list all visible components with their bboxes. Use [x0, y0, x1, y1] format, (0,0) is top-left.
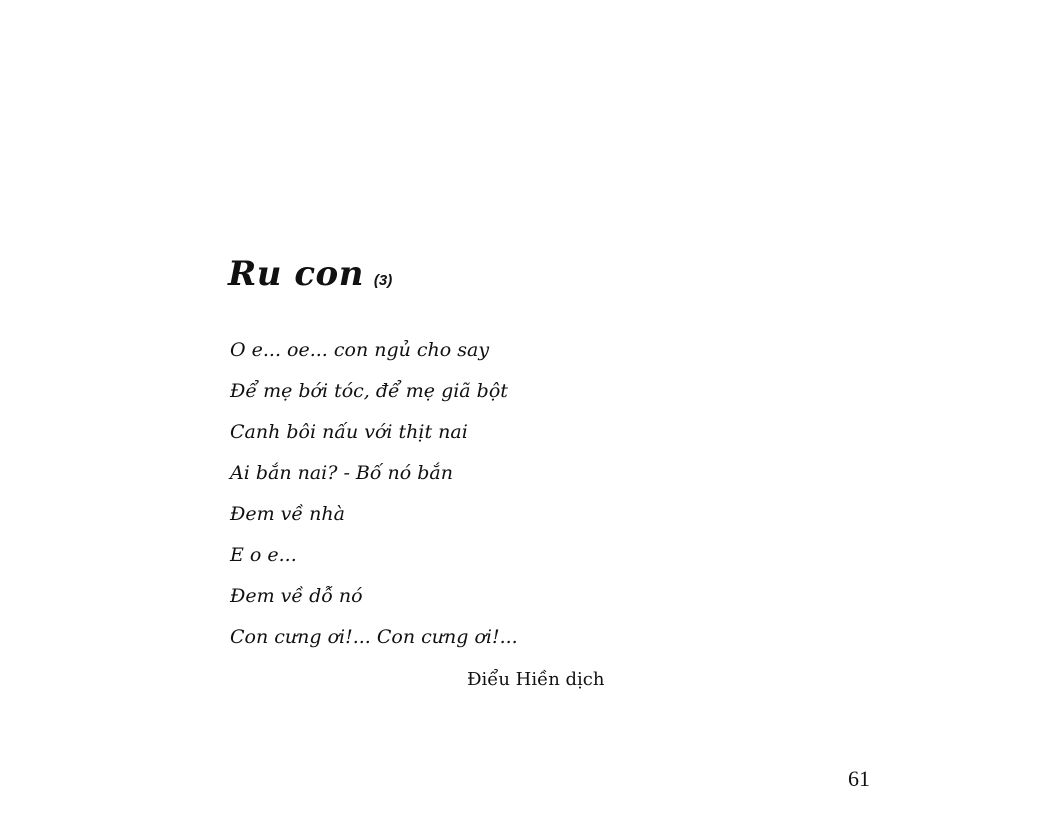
- page-number: 61: [848, 766, 870, 791]
- poem-title-block: [228, 254, 392, 294]
- poem-line: Ai bắn nai? - Bố nó bắn: [230, 462, 453, 484]
- poem-line: Con cưng ơi!... Con cưng ơi!...: [230, 626, 518, 648]
- poem-line: Đem về nhà: [230, 503, 345, 525]
- translator-credit: Điểu Hiền dịch: [467, 669, 605, 690]
- poem-line: E o e...: [230, 544, 297, 566]
- poem-line: Đem về dỗ nó: [230, 585, 363, 607]
- footnote-marker: (3): [373, 272, 393, 289]
- poem-line: Canh bôi nấu với thịt nai: [230, 421, 468, 443]
- poem-title: Ru con: [228, 254, 364, 294]
- poem-body: [230, 330, 518, 658]
- poem-line: Để mẹ bới tóc, để mẹ giã bột: [230, 380, 508, 402]
- poem-line: O e... oe... con ngủ cho say: [230, 339, 490, 361]
